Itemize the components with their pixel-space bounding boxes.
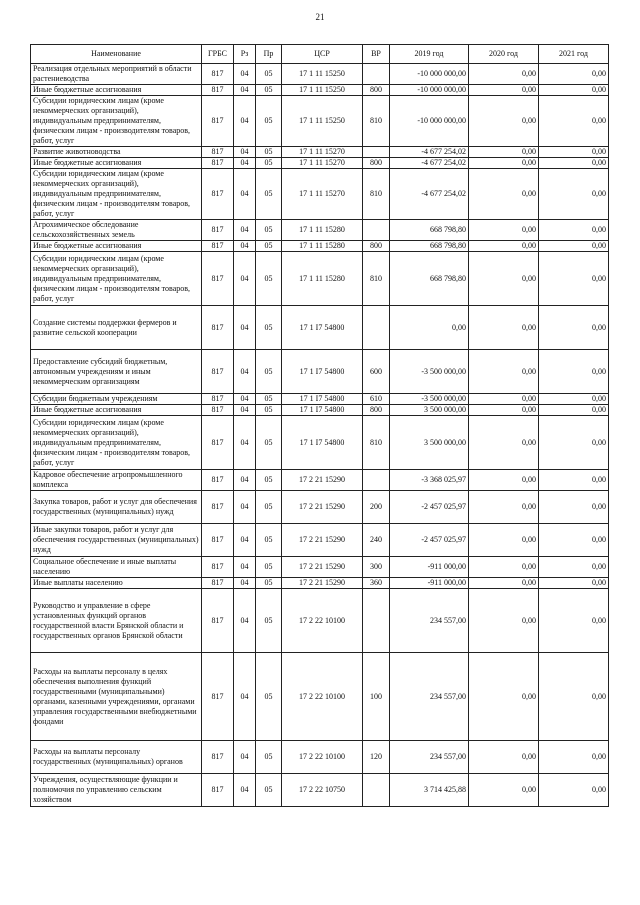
table-row (31, 241, 609, 252)
row-name-cell: Учреждения, осуществляющие функции и полномочия по управлению сельским хозяйством (31, 774, 202, 807)
table-row (31, 169, 609, 220)
row-2020-cell: 0,00 (469, 64, 539, 85)
row-name-cell: Субсидии юридическим лицам (кроме некоммерческих организаций), индивидуальным предпринимателям, физическим лицам - производителям товаров, работ, услуг (31, 252, 202, 306)
row-2020-cell: 0,00 (469, 394, 539, 405)
row-csr-cell: 17 1 I7 54800 (282, 350, 363, 394)
table-row (31, 158, 609, 169)
row-pr-cell: 05 (256, 64, 282, 85)
row-grbs-cell: 817 (202, 64, 234, 85)
row-2021-cell: 0,00 (539, 241, 609, 252)
row-pr-cell: 05 (256, 589, 282, 653)
row-name-cell: Развитие животноводства (31, 147, 202, 158)
row-rz-cell: 04 (234, 96, 256, 147)
row-rz-cell: 04 (234, 64, 256, 85)
row-csr-cell: 17 1 11 15280 (282, 241, 363, 252)
row-rz-cell: 04 (234, 774, 256, 807)
row-2021-cell: 0,00 (539, 653, 609, 741)
row-2019-cell: 668 798,80 (390, 220, 469, 241)
row-name-cell: Иные бюджетные ассигнования (31, 85, 202, 96)
row-vr-cell: 810 (363, 252, 390, 306)
row-rz-cell: 04 (234, 578, 256, 589)
row-2019-cell: 3 500 000,00 (390, 416, 469, 470)
table-row (31, 147, 609, 158)
row-grbs-cell: 817 (202, 491, 234, 524)
row-rz-cell: 04 (234, 589, 256, 653)
row-vr-cell: 800 (363, 85, 390, 96)
table-row (31, 491, 609, 524)
table-row (31, 350, 609, 394)
table-row (31, 741, 609, 774)
row-rz-cell: 04 (234, 169, 256, 220)
row-vr-cell: 360 (363, 578, 390, 589)
table-row (31, 85, 609, 96)
row-pr-cell: 05 (256, 169, 282, 220)
row-csr-cell: 17 1 11 15280 (282, 252, 363, 306)
row-name-cell: Субсидии юридическим лицам (кроме некоммерческих организаций), индивидуальным предпринимателям, физическим лицам - производителям товаров, работ, услуг (31, 416, 202, 470)
row-2019-cell: -911 000,00 (390, 557, 469, 578)
row-csr-cell: 17 1 11 15250 (282, 96, 363, 147)
row-2021-cell: 0,00 (539, 220, 609, 241)
row-2019-cell: -4 677 254,02 (390, 169, 469, 220)
row-grbs-cell: 817 (202, 306, 234, 350)
row-2021-cell: 0,00 (539, 578, 609, 589)
row-vr-cell: 600 (363, 350, 390, 394)
table-row (31, 416, 609, 470)
row-csr-cell: 17 1 I7 54800 (282, 394, 363, 405)
budget-table (30, 44, 609, 807)
row-vr-cell: 810 (363, 416, 390, 470)
row-pr-cell: 05 (256, 491, 282, 524)
row-grbs-cell: 817 (202, 350, 234, 394)
row-pr-cell: 05 (256, 405, 282, 416)
row-name-cell: Субсидии бюджетным учреждениям (31, 394, 202, 405)
row-2021-cell: 0,00 (539, 306, 609, 350)
row-2020-cell: 0,00 (469, 774, 539, 807)
header-csr: ЦСР (282, 45, 363, 64)
row-csr-cell: 17 1 11 15280 (282, 220, 363, 241)
row-csr-cell: 17 2 22 10100 (282, 653, 363, 741)
row-rz-cell: 04 (234, 252, 256, 306)
row-pr-cell: 05 (256, 557, 282, 578)
row-name-cell: Иные выплаты населению (31, 578, 202, 589)
row-2021-cell: 0,00 (539, 252, 609, 306)
row-name-cell: Закупка товаров, работ и услуг для обеспечения государственных (муниципальных) нужд (31, 491, 202, 524)
table-row (31, 774, 609, 807)
row-rz-cell: 04 (234, 220, 256, 241)
row-pr-cell: 05 (256, 306, 282, 350)
row-grbs-cell: 817 (202, 524, 234, 557)
row-2021-cell: 0,00 (539, 524, 609, 557)
row-rz-cell: 04 (234, 557, 256, 578)
row-rz-cell: 04 (234, 491, 256, 524)
row-csr-cell: 17 1 11 15270 (282, 147, 363, 158)
row-2021-cell: 0,00 (539, 394, 609, 405)
row-csr-cell: 17 2 22 10750 (282, 774, 363, 807)
row-name-cell: Агрохимическое обследование сельскохозяйственных земель (31, 220, 202, 241)
row-grbs-cell: 817 (202, 405, 234, 416)
row-2019-cell: 668 798,80 (390, 252, 469, 306)
row-grbs-cell: 817 (202, 85, 234, 96)
row-csr-cell: 17 1 11 15270 (282, 158, 363, 169)
row-pr-cell: 05 (256, 85, 282, 96)
row-vr-cell: 100 (363, 653, 390, 741)
row-grbs-cell: 817 (202, 241, 234, 252)
row-vr-cell: 800 (363, 158, 390, 169)
row-2019-cell: 668 798,80 (390, 241, 469, 252)
row-rz-cell: 04 (234, 85, 256, 96)
row-grbs-cell: 817 (202, 653, 234, 741)
row-pr-cell: 05 (256, 147, 282, 158)
row-vr-cell: 610 (363, 394, 390, 405)
row-name-cell: Реализация отдельных мероприятий в области растениеводства (31, 64, 202, 85)
table-row (31, 252, 609, 306)
row-rz-cell: 04 (234, 147, 256, 158)
row-2020-cell: 0,00 (469, 306, 539, 350)
row-name-cell: Предоставление субсидий бюджетным, автономным учреждениям и иным некоммерческим организациям (31, 350, 202, 394)
row-csr-cell: 17 1 11 15250 (282, 85, 363, 96)
row-grbs-cell: 817 (202, 589, 234, 653)
row-vr-cell (363, 470, 390, 491)
row-2021-cell: 0,00 (539, 491, 609, 524)
row-2019-cell: -3 500 000,00 (390, 394, 469, 405)
table-row (31, 394, 609, 405)
row-2021-cell: 0,00 (539, 350, 609, 394)
row-2020-cell: 0,00 (469, 578, 539, 589)
row-2020-cell: 0,00 (469, 85, 539, 96)
row-name-cell: Расходы на выплаты персоналу государственных (муниципальных) органов (31, 741, 202, 774)
row-csr-cell: 17 2 22 10100 (282, 589, 363, 653)
row-rz-cell: 04 (234, 394, 256, 405)
row-vr-cell: 200 (363, 491, 390, 524)
row-2019-cell: -911 000,00 (390, 578, 469, 589)
row-2019-cell: -3 500 000,00 (390, 350, 469, 394)
table-body (31, 64, 609, 807)
table-row (31, 470, 609, 491)
row-pr-cell: 05 (256, 741, 282, 774)
row-vr-cell (363, 306, 390, 350)
row-2021-cell: 0,00 (539, 147, 609, 158)
row-2020-cell: 0,00 (469, 241, 539, 252)
row-rz-cell: 04 (234, 470, 256, 491)
row-rz-cell: 04 (234, 416, 256, 470)
table-row (31, 220, 609, 241)
row-csr-cell: 17 2 21 15290 (282, 557, 363, 578)
row-grbs-cell: 817 (202, 147, 234, 158)
row-2020-cell: 0,00 (469, 252, 539, 306)
row-pr-cell: 05 (256, 158, 282, 169)
table-row (31, 589, 609, 653)
row-pr-cell: 05 (256, 350, 282, 394)
row-csr-cell: 17 2 21 15290 (282, 524, 363, 557)
row-2020-cell: 0,00 (469, 147, 539, 158)
row-name-cell: Иные бюджетные ассигнования (31, 158, 202, 169)
row-rz-cell: 04 (234, 741, 256, 774)
row-name-cell: Субсидии юридическим лицам (кроме некоммерческих организаций), индивидуальным предпринимателям, физическим лицам - производителям товаров, работ, услуг (31, 169, 202, 220)
row-vr-cell: 800 (363, 405, 390, 416)
row-2019-cell: -10 000 000,00 (390, 85, 469, 96)
row-pr-cell: 05 (256, 416, 282, 470)
row-pr-cell: 05 (256, 774, 282, 807)
row-name-cell: Иные закупки товаров, работ и услуг для обеспечения государственных (муниципальных) нужд (31, 524, 202, 557)
row-csr-cell: 17 2 21 15290 (282, 491, 363, 524)
row-pr-cell: 05 (256, 252, 282, 306)
row-2019-cell: 234 557,00 (390, 741, 469, 774)
row-2021-cell: 0,00 (539, 589, 609, 653)
row-grbs-cell: 817 (202, 158, 234, 169)
row-grbs-cell: 817 (202, 470, 234, 491)
row-2021-cell: 0,00 (539, 741, 609, 774)
page-number: 21 (315, 12, 325, 22)
row-2019-cell: -10 000 000,00 (390, 64, 469, 85)
row-vr-cell: 800 (363, 241, 390, 252)
row-name-cell: Субсидии юридическим лицам (кроме некоммерческих организаций), индивидуальным предпринимателям, физическим лицам - производителям товаров, работ, услуг (31, 96, 202, 147)
header-pr: Пр (256, 45, 282, 64)
row-2019-cell: 3 500 000,00 (390, 405, 469, 416)
row-name-cell: Иные бюджетные ассигнования (31, 405, 202, 416)
row-grbs-cell: 817 (202, 774, 234, 807)
row-grbs-cell: 817 (202, 741, 234, 774)
row-pr-cell: 05 (256, 470, 282, 491)
row-2021-cell: 0,00 (539, 405, 609, 416)
row-2020-cell: 0,00 (469, 557, 539, 578)
row-rz-cell: 04 (234, 158, 256, 169)
row-grbs-cell: 817 (202, 252, 234, 306)
row-2021-cell: 0,00 (539, 416, 609, 470)
row-csr-cell: 17 1 11 15250 (282, 64, 363, 85)
row-pr-cell: 05 (256, 96, 282, 147)
row-2020-cell: 0,00 (469, 653, 539, 741)
row-2020-cell: 0,00 (469, 470, 539, 491)
row-2021-cell: 0,00 (539, 470, 609, 491)
row-2021-cell: 0,00 (539, 774, 609, 807)
row-2021-cell: 0,00 (539, 96, 609, 147)
table-row (31, 653, 609, 741)
row-pr-cell: 05 (256, 220, 282, 241)
table-row (31, 405, 609, 416)
row-vr-cell: 810 (363, 96, 390, 147)
row-csr-cell: 17 2 21 15290 (282, 578, 363, 589)
row-2019-cell: 234 557,00 (390, 653, 469, 741)
row-vr-cell: 240 (363, 524, 390, 557)
row-2019-cell: 0,00 (390, 306, 469, 350)
row-2019-cell: -3 368 025,97 (390, 470, 469, 491)
row-pr-cell: 05 (256, 394, 282, 405)
row-grbs-cell: 817 (202, 220, 234, 241)
header-rz: Рз (234, 45, 256, 64)
row-name-cell: Создание системы поддержки фермеров и развитие сельской кооперации (31, 306, 202, 350)
row-2019-cell: -2 457 025,97 (390, 524, 469, 557)
row-2021-cell: 0,00 (539, 64, 609, 85)
row-vr-cell: 810 (363, 169, 390, 220)
row-name-cell: Кадровое обеспечение агропромышленного комплекса (31, 470, 202, 491)
row-rz-cell: 04 (234, 405, 256, 416)
table-row (31, 64, 609, 85)
row-rz-cell: 04 (234, 306, 256, 350)
row-name-cell: Расходы на выплаты персоналу в целях обеспечения выполнения функций государственными (муниципальными) органами, казенными учреждениями, органами управления государственными внебюджетными фондами (31, 653, 202, 741)
table-row (31, 96, 609, 147)
row-csr-cell: 17 1 11 15270 (282, 169, 363, 220)
row-name-cell: Иные бюджетные ассигнования (31, 241, 202, 252)
header-grbs: ГРБС (202, 45, 234, 64)
row-vr-cell (363, 147, 390, 158)
row-grbs-cell: 817 (202, 394, 234, 405)
row-2020-cell: 0,00 (469, 169, 539, 220)
row-2019-cell: -4 677 254,02 (390, 158, 469, 169)
header-vr: ВР (363, 45, 390, 64)
row-rz-cell: 04 (234, 241, 256, 252)
row-grbs-cell: 817 (202, 416, 234, 470)
row-2019-cell: 3 714 425,88 (390, 774, 469, 807)
row-2019-cell: 234 557,00 (390, 589, 469, 653)
table-row (31, 524, 609, 557)
row-2019-cell: -4 677 254,02 (390, 147, 469, 158)
row-rz-cell: 04 (234, 524, 256, 557)
row-vr-cell (363, 220, 390, 241)
table-row (31, 557, 609, 578)
row-2020-cell: 0,00 (469, 220, 539, 241)
row-2020-cell: 0,00 (469, 96, 539, 147)
row-vr-cell (363, 589, 390, 653)
row-2020-cell: 0,00 (469, 491, 539, 524)
header-2019: 2019 год (390, 45, 469, 64)
row-2020-cell: 0,00 (469, 524, 539, 557)
row-csr-cell: 17 1 I7 54800 (282, 306, 363, 350)
row-2019-cell: -2 457 025,97 (390, 491, 469, 524)
row-rz-cell: 04 (234, 653, 256, 741)
row-2021-cell: 0,00 (539, 158, 609, 169)
row-2020-cell: 0,00 (469, 589, 539, 653)
row-rz-cell: 04 (234, 350, 256, 394)
row-2020-cell: 0,00 (469, 416, 539, 470)
row-grbs-cell: 817 (202, 169, 234, 220)
row-csr-cell: 17 2 21 15290 (282, 470, 363, 491)
row-2019-cell: -10 000 000,00 (390, 96, 469, 147)
header-name: Наименование (31, 45, 202, 64)
header-2021: 2021 год (539, 45, 609, 64)
row-pr-cell: 05 (256, 241, 282, 252)
row-csr-cell: 17 2 22 10100 (282, 741, 363, 774)
row-vr-cell: 300 (363, 557, 390, 578)
header-2020: 2020 год (469, 45, 539, 64)
row-2021-cell: 0,00 (539, 85, 609, 96)
row-vr-cell: 120 (363, 741, 390, 774)
row-2020-cell: 0,00 (469, 405, 539, 416)
row-name-cell: Социальное обеспечение и иные выплаты населению (31, 557, 202, 578)
row-pr-cell: 05 (256, 524, 282, 557)
table-header-row (31, 45, 609, 64)
table-row (31, 306, 609, 350)
table-row (31, 578, 609, 589)
row-2020-cell: 0,00 (469, 350, 539, 394)
row-csr-cell: 17 1 I7 54800 (282, 416, 363, 470)
row-2021-cell: 0,00 (539, 169, 609, 220)
row-grbs-cell: 817 (202, 578, 234, 589)
row-csr-cell: 17 1 I7 54800 (282, 405, 363, 416)
row-vr-cell (363, 774, 390, 807)
row-2020-cell: 0,00 (469, 158, 539, 169)
row-name-cell: Руководство и управление в сфере установленных функций органов государственной власти Брянской области и государственных органов Брянской области (31, 589, 202, 653)
row-vr-cell (363, 64, 390, 85)
row-grbs-cell: 817 (202, 96, 234, 147)
row-pr-cell: 05 (256, 578, 282, 589)
row-2021-cell: 0,00 (539, 557, 609, 578)
row-pr-cell: 05 (256, 653, 282, 741)
row-grbs-cell: 817 (202, 557, 234, 578)
row-2020-cell: 0,00 (469, 741, 539, 774)
